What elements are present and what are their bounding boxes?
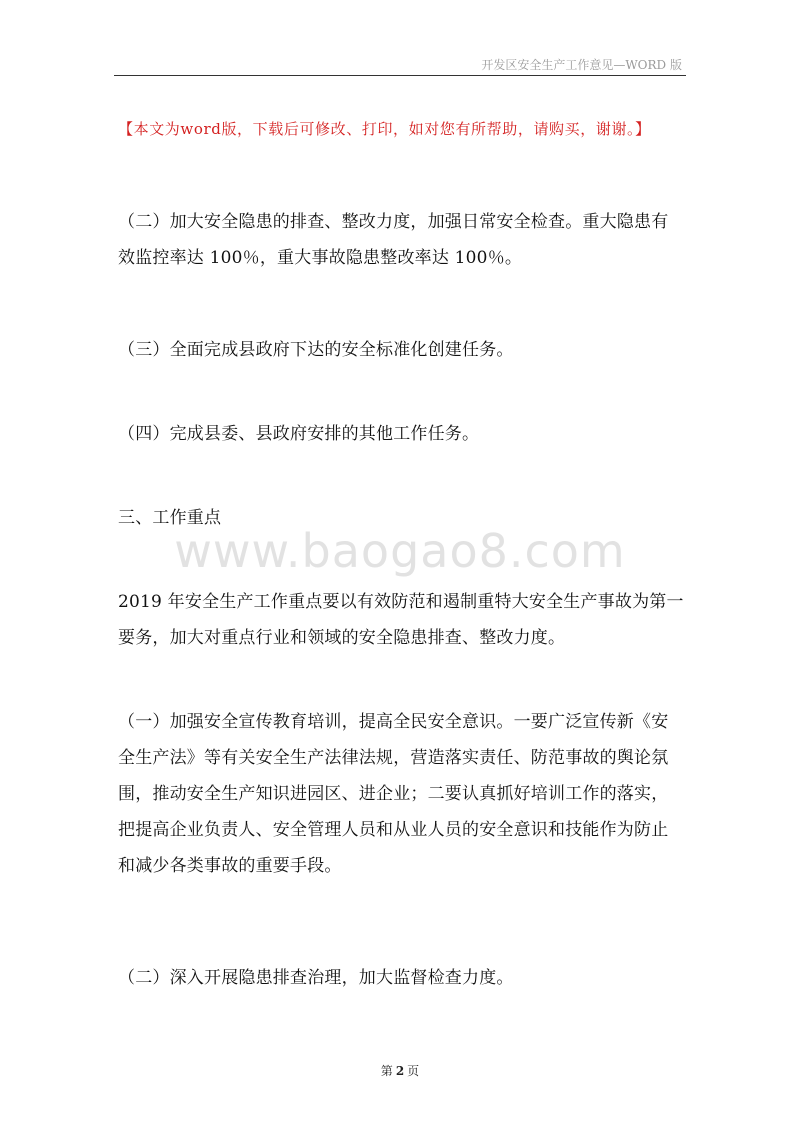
paragraph-2-3: （三）全面完成县政府下达的安全标准化创建任务。: [118, 340, 514, 360]
paragraph-2-4: （四）完成县委、县政府安排的其他工作任务。: [118, 424, 480, 444]
section-heading-work-focus: 三、工作重点: [118, 508, 222, 528]
paragraph-2-2: （二）加大安全隐患的排查、整改力度，加强日常安全检查。重大隐患有效监控率达 100％，重大事故隐患整改率达 100％。: [118, 212, 669, 268]
page-footer: [0, 1062, 800, 1079]
paragraph-3-1: （一）加强安全宣传教育培训，提高全民安全意识。一要广泛宣传新《安全生产法》等有关安全生产法律法规，营造落实责任、防范事故的舆论氛围，推动安全生产知识进园区、进企业；二要认真抓好培训工作的落实，把提高企业负责人、安全管理人员和从业人员的安全意识和技能作为防止和减少各类事故的重要手段。: [118, 712, 669, 876]
paragraph-work-focus-intro: 2019 年安全生产工作重点要以有效防范和遏制重特大安全生产事故为第一要务，加大对重点行业和领域的安全隐患排查、整改力度。: [118, 592, 684, 648]
purchase-notice: 【本文为word版，下载后可修改、打印，如对您有所帮助，请购买，谢谢。】: [118, 120, 651, 138]
page-number: 2: [395, 1064, 405, 1078]
footer-prefix: 第: [380, 1064, 393, 1078]
watermark: www.baogao8.com: [174, 524, 626, 578]
paragraph-3-2: （二）深入开展隐患排查治理，加大监督检查力度。: [118, 968, 514, 988]
footer-suffix: 页: [407, 1064, 420, 1078]
running-header: 开发区安全生产工作意见—WORD 版: [481, 58, 682, 72]
header-divider: [114, 75, 686, 76]
